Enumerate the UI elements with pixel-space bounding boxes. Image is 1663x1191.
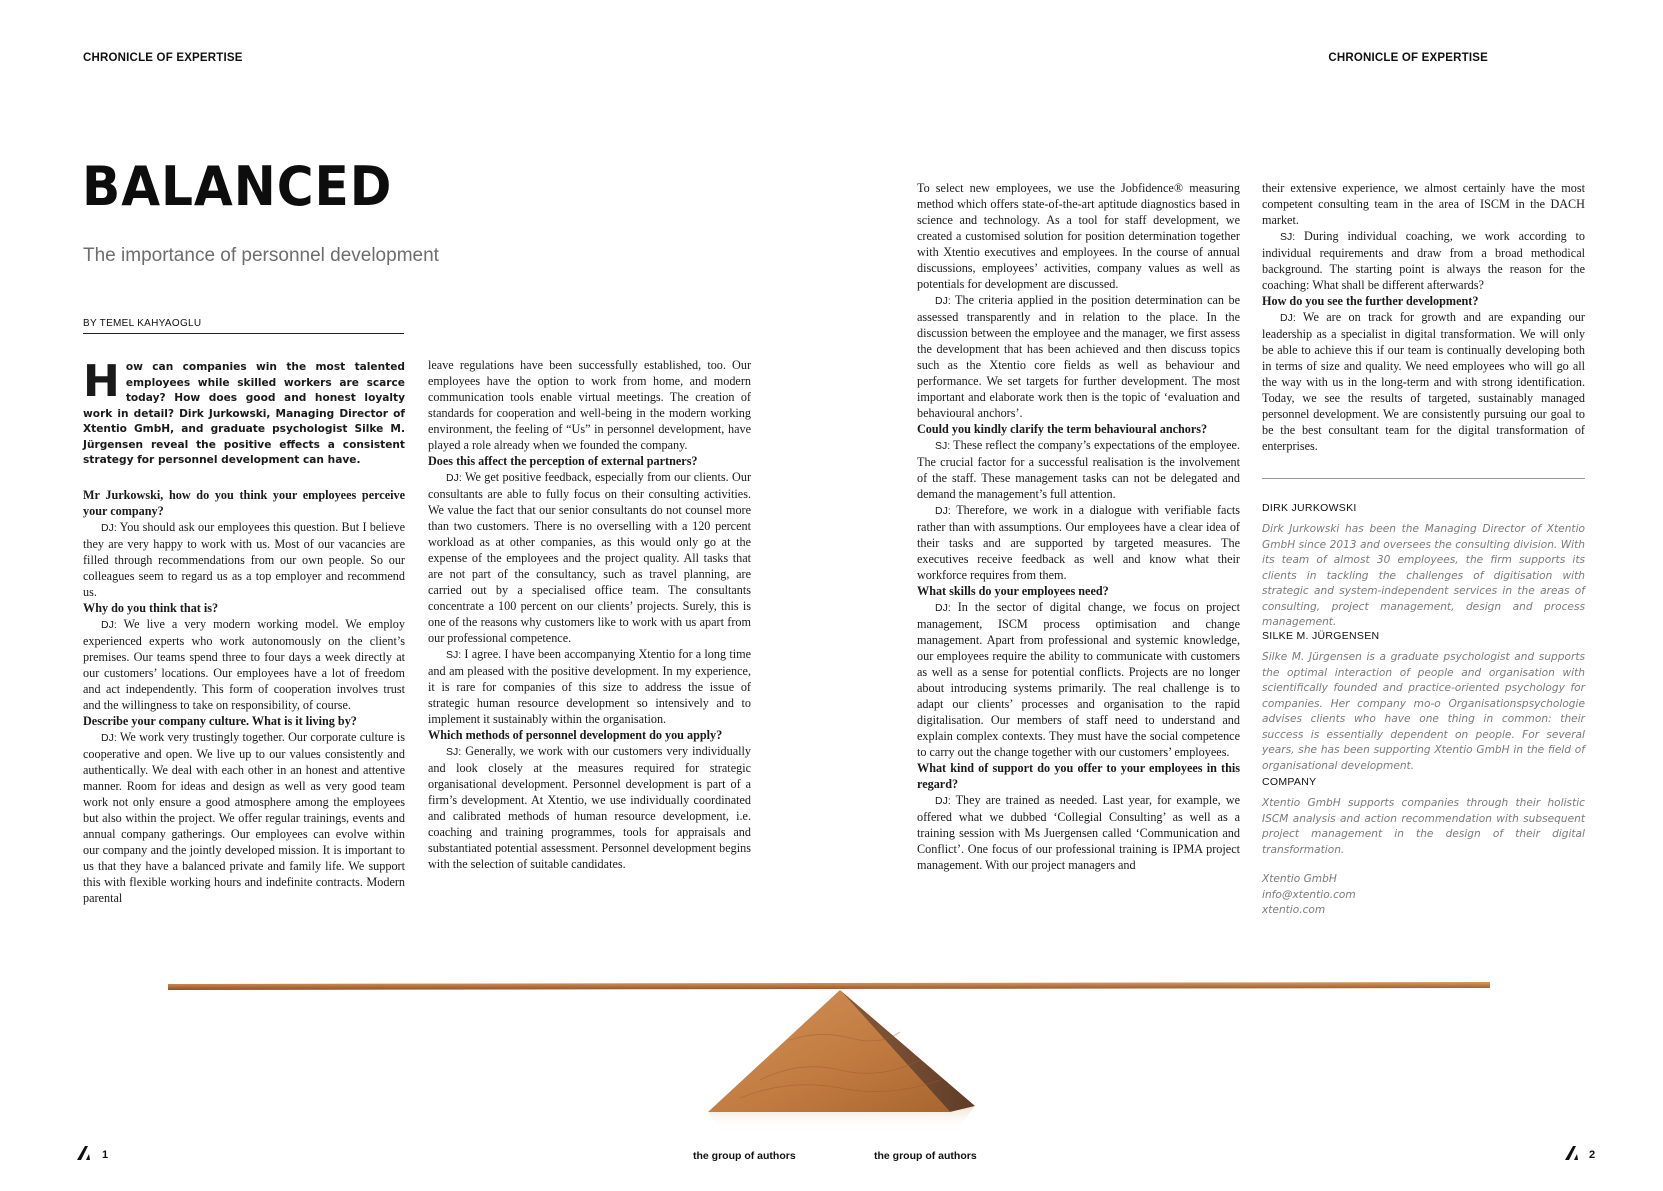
answer (83, 616, 405, 713)
answer-text: They are trained as needed. Last year, for example, we offered what we dubbed ‘Collegial Consulting’ as well as a training session with Ms Juergensen called ‘Communication and Conflict’. One focus of our professional training is IPMA project management. With our project managers and (917, 793, 1240, 872)
footer-credit-right: the group of authors (874, 1150, 977, 1162)
question: Mr Jurkowski, how do you think your employees perceive your company? (83, 487, 405, 518)
column-1 (83, 356, 405, 906)
running-head-right: CHRONICLE OF EXPERTISE (1328, 52, 1488, 64)
paragraph: leave regulations have been successfully established, too. Our employees have the option to work from home, and modern communication tools enable virtual meetings. The creation of standards for cooperation and well-being in the modern working environment, the feeling of “Us” in personnel development, have played a role already when we founded the company. (428, 358, 751, 452)
answer (917, 502, 1240, 583)
answer-text: During individual coaching, we work according to individual requirements and draw from a broad methodical background. The starting point is always the reason for the coaching: What shall be different afterwards? (1262, 229, 1586, 292)
answer (83, 729, 405, 906)
seesaw-image (0, 960, 1663, 1191)
question: Which methods of personnel development do you apply? (428, 728, 723, 742)
question: How do you see the further development? (1262, 294, 1479, 308)
plank (168, 982, 1490, 990)
speaker-tag: SJ: (446, 746, 462, 758)
running-head-left: CHRONICLE OF EXPERTISE (83, 52, 243, 64)
answer-text: Therefore, we work in a dialogue with verifiable facts rather than with assumptions. Our employees have a clear idea of their tasks and are supported by targeted measures. The executives receive feedback as well and know what their workforce requires from them. (917, 503, 1240, 582)
answer-text: I agree. I have been accompanying Xtentio for a long time and am pleased with the positive development. In my experience, it is rare for companies of this size to address the issue of strategic human resource development so intensively and to implement it sustainably within the organisation. (428, 647, 751, 726)
intro-text: ow can companies win the most talented employees while skilled workers are scarce today? How does good and honest loyalty work in detail? Dirk Jurkowski, Managing Director of Xtentio GmbH, and graduate psychologist Silke M. Jürgensen reveal the positive effects a consistent strategy for personnel development can have. (83, 361, 405, 466)
answer (1262, 309, 1585, 454)
bio-juergensen (1262, 630, 1585, 774)
answer-text: These reflect the company’s expectations of the employee. The crucial factor for a successful realisation is the involvement of the staff. These management tasks can not be delegated and demand the management’s full attention. (917, 438, 1240, 501)
bio-jurkowski (1262, 502, 1585, 631)
answer-text: You should ask our employees this question. But I believe they are very happy to work with us. Most of our vacancies are filled through recommendations from our own people. So our colleagues seem to regard us as a top employer and recommend us. (83, 519, 405, 599)
speaker-tag: SJ: (935, 440, 951, 452)
speaker-tag: DJ: (1280, 312, 1296, 324)
speaker-tag: DJ: (101, 521, 117, 534)
paragraph: their extensive experience, we almost certainly have the most competent consulting team in the area of ISCM in the DACH market. (1262, 181, 1585, 227)
footer-credit-left: the group of authors (693, 1150, 796, 1162)
speaker-tag: DJ: (446, 472, 462, 484)
column-3 (917, 180, 1240, 873)
question: What skills do your employees need? (917, 584, 1109, 598)
speaker-tag: DJ: (101, 618, 117, 631)
answer-text: Generally, we work with our customers very individually and look closely at the measures required for strategic organisational development. Personnel development is part of a firm’s development. At Xtentio, we use individually coordinated and calibrated methods of human resource development, i.e. coaching and training programmes, tools for appraisals and substantiated potential assessment. Personnel development begins with the selection of suitable candidates. (428, 744, 751, 871)
speaker-tag: DJ: (935, 795, 951, 807)
speaker-tag: SJ: (1280, 231, 1296, 243)
publisher-logo-icon-left (77, 1146, 91, 1160)
contact-company: Xtentio GmbH (1262, 873, 1337, 885)
wedge-front (708, 990, 950, 1112)
sidebar-divider (1262, 478, 1585, 479)
page-number-left: 1 (102, 1149, 109, 1161)
answer-text: We work very trustingly together. Our corporate culture is cooperative and open. We live up to our values consistently and authentically. We deal with each other in an honest and attentive manner. Room for ideas and design as well as very good team work not only ensure a good atmosphere among the employees but also within the project. We offer regular trainings, events and annual company gatherings. Our employees can evolve within our company and the jointly developed mission. It is important to us that they have a balanced private and family life. We support this with flexible working hours and indefinite contracts. Modern parental (83, 729, 405, 905)
question: Does this affect the perception of external partners? (428, 454, 698, 468)
speaker-tag: DJ: (101, 731, 117, 744)
answer (917, 292, 1240, 421)
byline: BY TEMEL KAHYAOGLU (83, 318, 404, 334)
answer-text: The criteria applied in the position determination can be assessed transparently and in relation to the place. In the discussion between the employee and the manager, we first assess the development that has been achieved and then discuss topics such as the Xtentio core fields as well as behaviour and performance. We set targets for further development. The most important and elaborate work then is the topic of ‘evaluation and behavioural anchors’. (917, 293, 1241, 420)
answer (917, 792, 1240, 873)
drop-cap: H (83, 356, 120, 407)
company-info (1262, 776, 1585, 919)
column-2 (428, 357, 751, 872)
answer (917, 599, 1240, 760)
answer (428, 646, 751, 727)
question: Could you kindly clarify the term behavioural anchors? (917, 422, 1208, 436)
speaker-tag: DJ: (935, 295, 951, 307)
answer-text: We get positive feedback, especially from our clients. Our consultants are able to fully focus on their consulting activities. We value the fact that our senior consultants do not counsel more than two customers. There is no overselling with a 120 percent workload as at other companies, as this would only go at the expense of the employees and the project quality. All tasks that are not part of the consultancy, such as travel planning, are carried out by a specialised office team. The consultants concentrate a 100 percent on our clients’ projects. Surely, this is one of the reasons why customers like to work with us apart from our professional competence. (428, 470, 752, 645)
question: What kind of support do you offer to your employees in this regard? (917, 761, 1240, 791)
answer-text: In the sector of digital change, we focus on project management, ISCM process optimisation and change management. Apart from professional and systemic knowledge, our employees require the ability to communicate with customers as well as a sense for potential conflicts. Projects are no longer about introducing systems primarily. The real challenge is to adapt our clients’ processes and organisation to the rapid digitalisation. Our members of staff need to understand and explain complex contexts. They must have the social competence to carry out the change together with our customers’ employees. (917, 600, 1241, 759)
bio-name: SILKE M. JÜRGENSEN (1262, 630, 1380, 642)
paragraph: To select new employees, we use the Jobfidence® measuring method which offers state-of-the-art aptitude diagnostics based in science and technology. As a tool for staff development, we created a customised solution for position determination together with Xtentio executives and employees. In the course of annual discussions, employees’ activities, company values as well as potentials for development are discussed. (917, 181, 1240, 291)
article-subtitle: The importance of personnel development (83, 245, 439, 266)
company-heading: COMPANY (1262, 776, 1317, 788)
company-text: Xtentio GmbH supports companies through their holistic ISCM analysis and action recommendation with subsequent project management in the design of their digital transformation. (1262, 797, 1585, 856)
contact-website[interactable]: xtentio.com (1262, 904, 1326, 916)
question: Why do you think that is? (83, 600, 219, 615)
answer-text: We are on track for growth and are expanding our leadership as a specialist in digital transformation. We will only be able to achieve this if our team is continually developing both in terms of size and quality. We need employees who will go all the way with us in the long-term and with strong identification. Today, we see the results of targeted, sustainably managed personnel development. We are consistently pursuing our goal to be the best consultant team for the digital transformation of enterprises. (1262, 310, 1585, 453)
intro-paragraph (83, 356, 405, 469)
bio-text: Dirk Jurkowski has been the Managing Director of Xtentio GmbH since 2013 and oversees the consulting division. With its team of almost 30 employees, the firm supports its clients in tackling the challenges of digitisation with strategic and system-independent services in the areas of consulting, project management, design and process management. (1262, 523, 1585, 628)
page-number-right: 2 (1589, 1149, 1596, 1161)
answer (917, 437, 1240, 502)
bio-text: Silke M. Jürgensen is a graduate psychologist and supports the optimal interaction of people and organisation with scientifically founded and practice-oriented psychology for companies. Her company mo-o Organisationspsychologie advises clients who have one thing in common: their success is essentially dependent on people. For several years, she has been supporting Xtentio GmbH in the field of organisational development. (1262, 651, 1585, 772)
speaker-tag: DJ: (935, 602, 951, 614)
column-4 (1262, 180, 1585, 454)
question: Describe your company culture. What is it living by? (83, 713, 357, 728)
contact-block (1262, 872, 1585, 919)
answer-text: We live a very modern working model. We employ experienced experts who work autonomously on the client’s premises. Our teams spend three to four days a week directly at our customers’ locations. Our employees have a lot of freedom and act independently. This form of cooperation involves trust and the willingness to take on responsibility, of course. (83, 616, 405, 712)
speaker-tag: DJ: (935, 505, 951, 517)
bio-name: DIRK JURKOWSKI (1262, 502, 1357, 514)
answer (428, 469, 751, 646)
speaker-tag: SJ: (446, 649, 462, 661)
answer (428, 743, 751, 872)
article-title: BALANCED (82, 155, 393, 218)
answer (83, 519, 405, 600)
answer (1262, 228, 1585, 293)
contact-email[interactable]: info@xtentio.com (1262, 888, 1356, 901)
publisher-logo-icon-right (1565, 1146, 1579, 1160)
